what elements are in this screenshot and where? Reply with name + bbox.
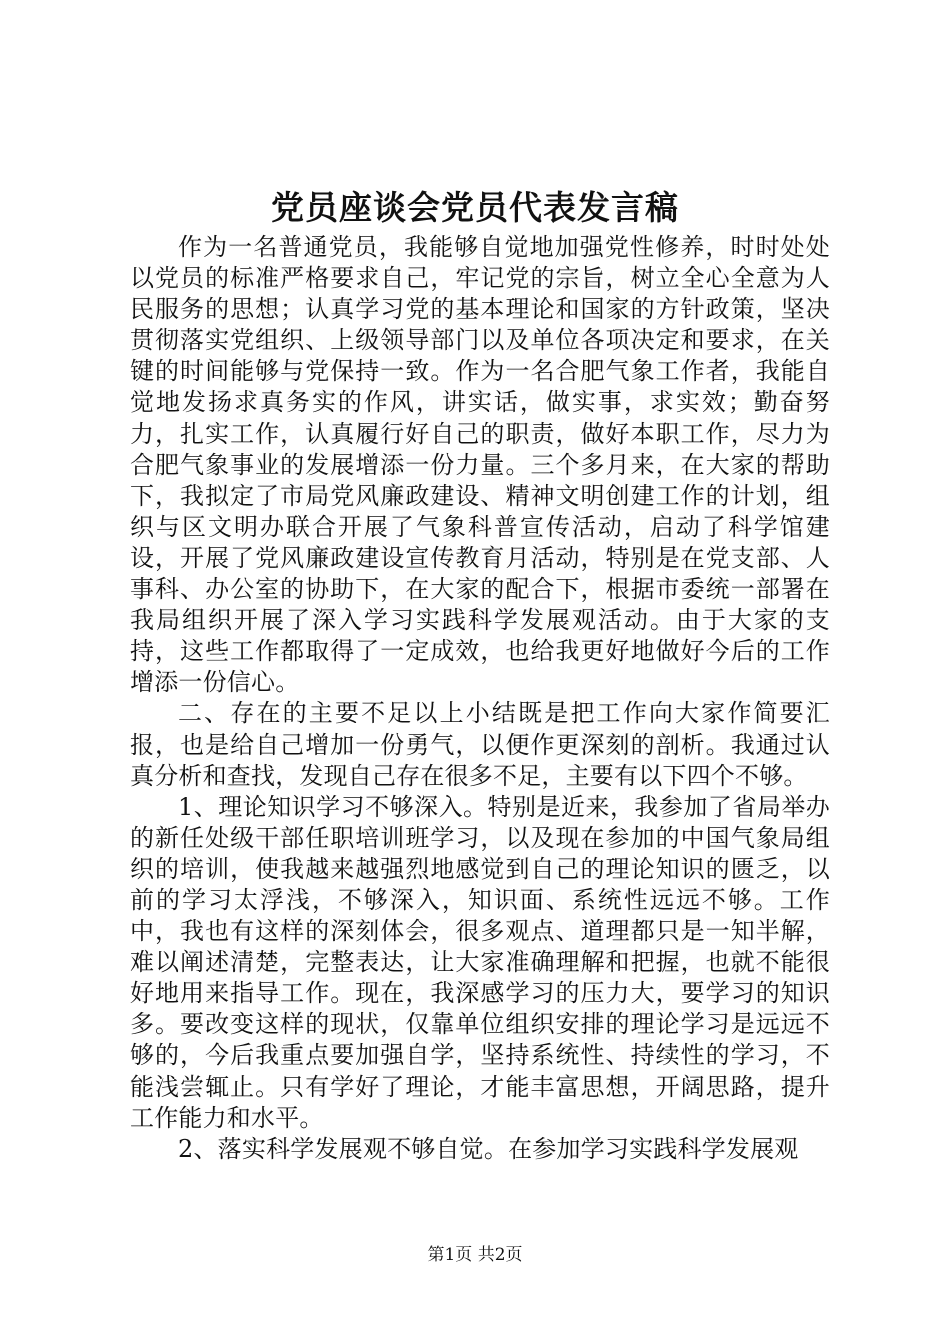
paragraph-1: 作为一名普通党员，我能够自觉地加强党性修养，时时处处以党员的标准严格要求自己，牢记党的宗旨，树立全心全意为人民服务的思想；认真学习党的基本理论和国家的方针政策，坚决贯彻落实党组织、上级领导部门以及单位各项决定和要求，在关键的时间能够与党保持一致。作为一名合肥气象工作者，我能自觉地发扬求真务实的作风，讲实话，做实事，求实效；勤奋努力，扎实工作，认真履行好自己的职责，做好本职工作，尽力为合肥气象事业的发展增添一份力量。三个多月来，在大家的帮助下，我拟定了市局党风廉政建设、精神文明创建工作的计划，组织与区文明办联合开展了气象科普宣传活动，启动了科学馆建设，开展了党风廉政建设宣传教育月活动，特别是在党支部、人事科、办公室的协助下，在大家的配合下，根据市委统一部署在我局组织开展了深入学习实践科学发展观活动。由于大家的支持，这些工作都取得了一定成效，也给我更好地做好今后的工作增添一份信心。: [130, 233, 830, 697]
paragraph-3: 1、理论知识学习不够深入。特别是近来，我参加了省局举办的新任处级干部任职培训班学习，以及现在参加的中国气象局组织的培训，使我越来越强烈地感觉到自己的理论知识的匮乏，以前的学习太浮浅，不够深入，知识面、系统性远远不够。工作中，我也有这样的深刻体会，很多观点、道理都只是一知半解，难以阐述清楚，完整表达，让大家准确理解和把握，也就不能很好地用来指导工作。现在，我深感学习的压力大，要学习的知识多。要改变这样的现状，仅靠单位组织安排的理论学习是远远不够的，今后我重点要加强自学，坚持系统性、持续性的学习，不能浅尝辄止。只有学好了理论，才能丰富思想，开阔思路，提升工作能力和水平。: [130, 792, 830, 1132]
paragraph-2: 二、存在的主要不足以上小结既是把工作向大家作简要汇报，也是给自己增加一份勇气，以便作更深刻的剖析。我通过认真分析和查找，发现自己存在很多不足，主要有以下四个不够。: [130, 699, 830, 790]
page-footer: 第1页 共2页: [427, 1245, 523, 1265]
document-body: [130, 232, 830, 1165]
paragraph-4: 2、落实科学发展观不够自觉。在参加学习实践科学发展观: [178, 1134, 799, 1163]
document-title: 党员座谈会党员代表发言稿: [271, 188, 679, 227]
